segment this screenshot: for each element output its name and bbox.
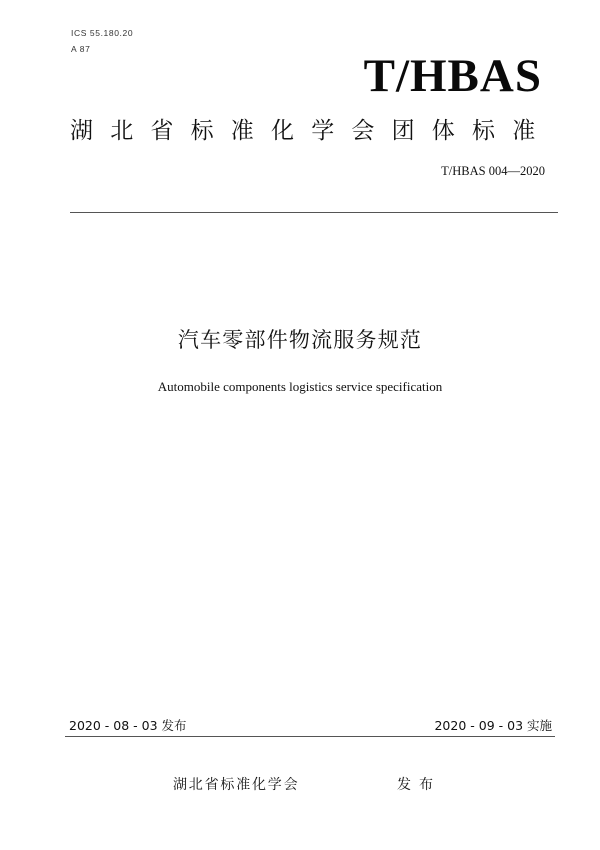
header-divider	[70, 212, 558, 213]
classification-code: A 87	[71, 44, 91, 54]
issuing-organization: 湖北省标准化学会	[173, 777, 300, 793]
implement-date: 2020 - 09 - 03 实施	[434, 718, 552, 733]
document-title-english: Automobile components logistics service specification	[157, 379, 443, 394]
standard-logo: T/HBAS	[363, 50, 542, 102]
ics-code: ICS 55.180.20	[71, 28, 134, 38]
document-title-chinese: 汽车零部件物流服务规范	[177, 328, 423, 352]
publish-date: 2020 - 08 - 03 发布	[69, 718, 187, 733]
issue-label: 发布	[397, 777, 441, 793]
footer-divider	[65, 736, 555, 737]
standard-type-heading: 湖北省标准化学会团体标准	[70, 118, 553, 144]
standard-number: T/HBAS 004—2020	[441, 164, 545, 178]
